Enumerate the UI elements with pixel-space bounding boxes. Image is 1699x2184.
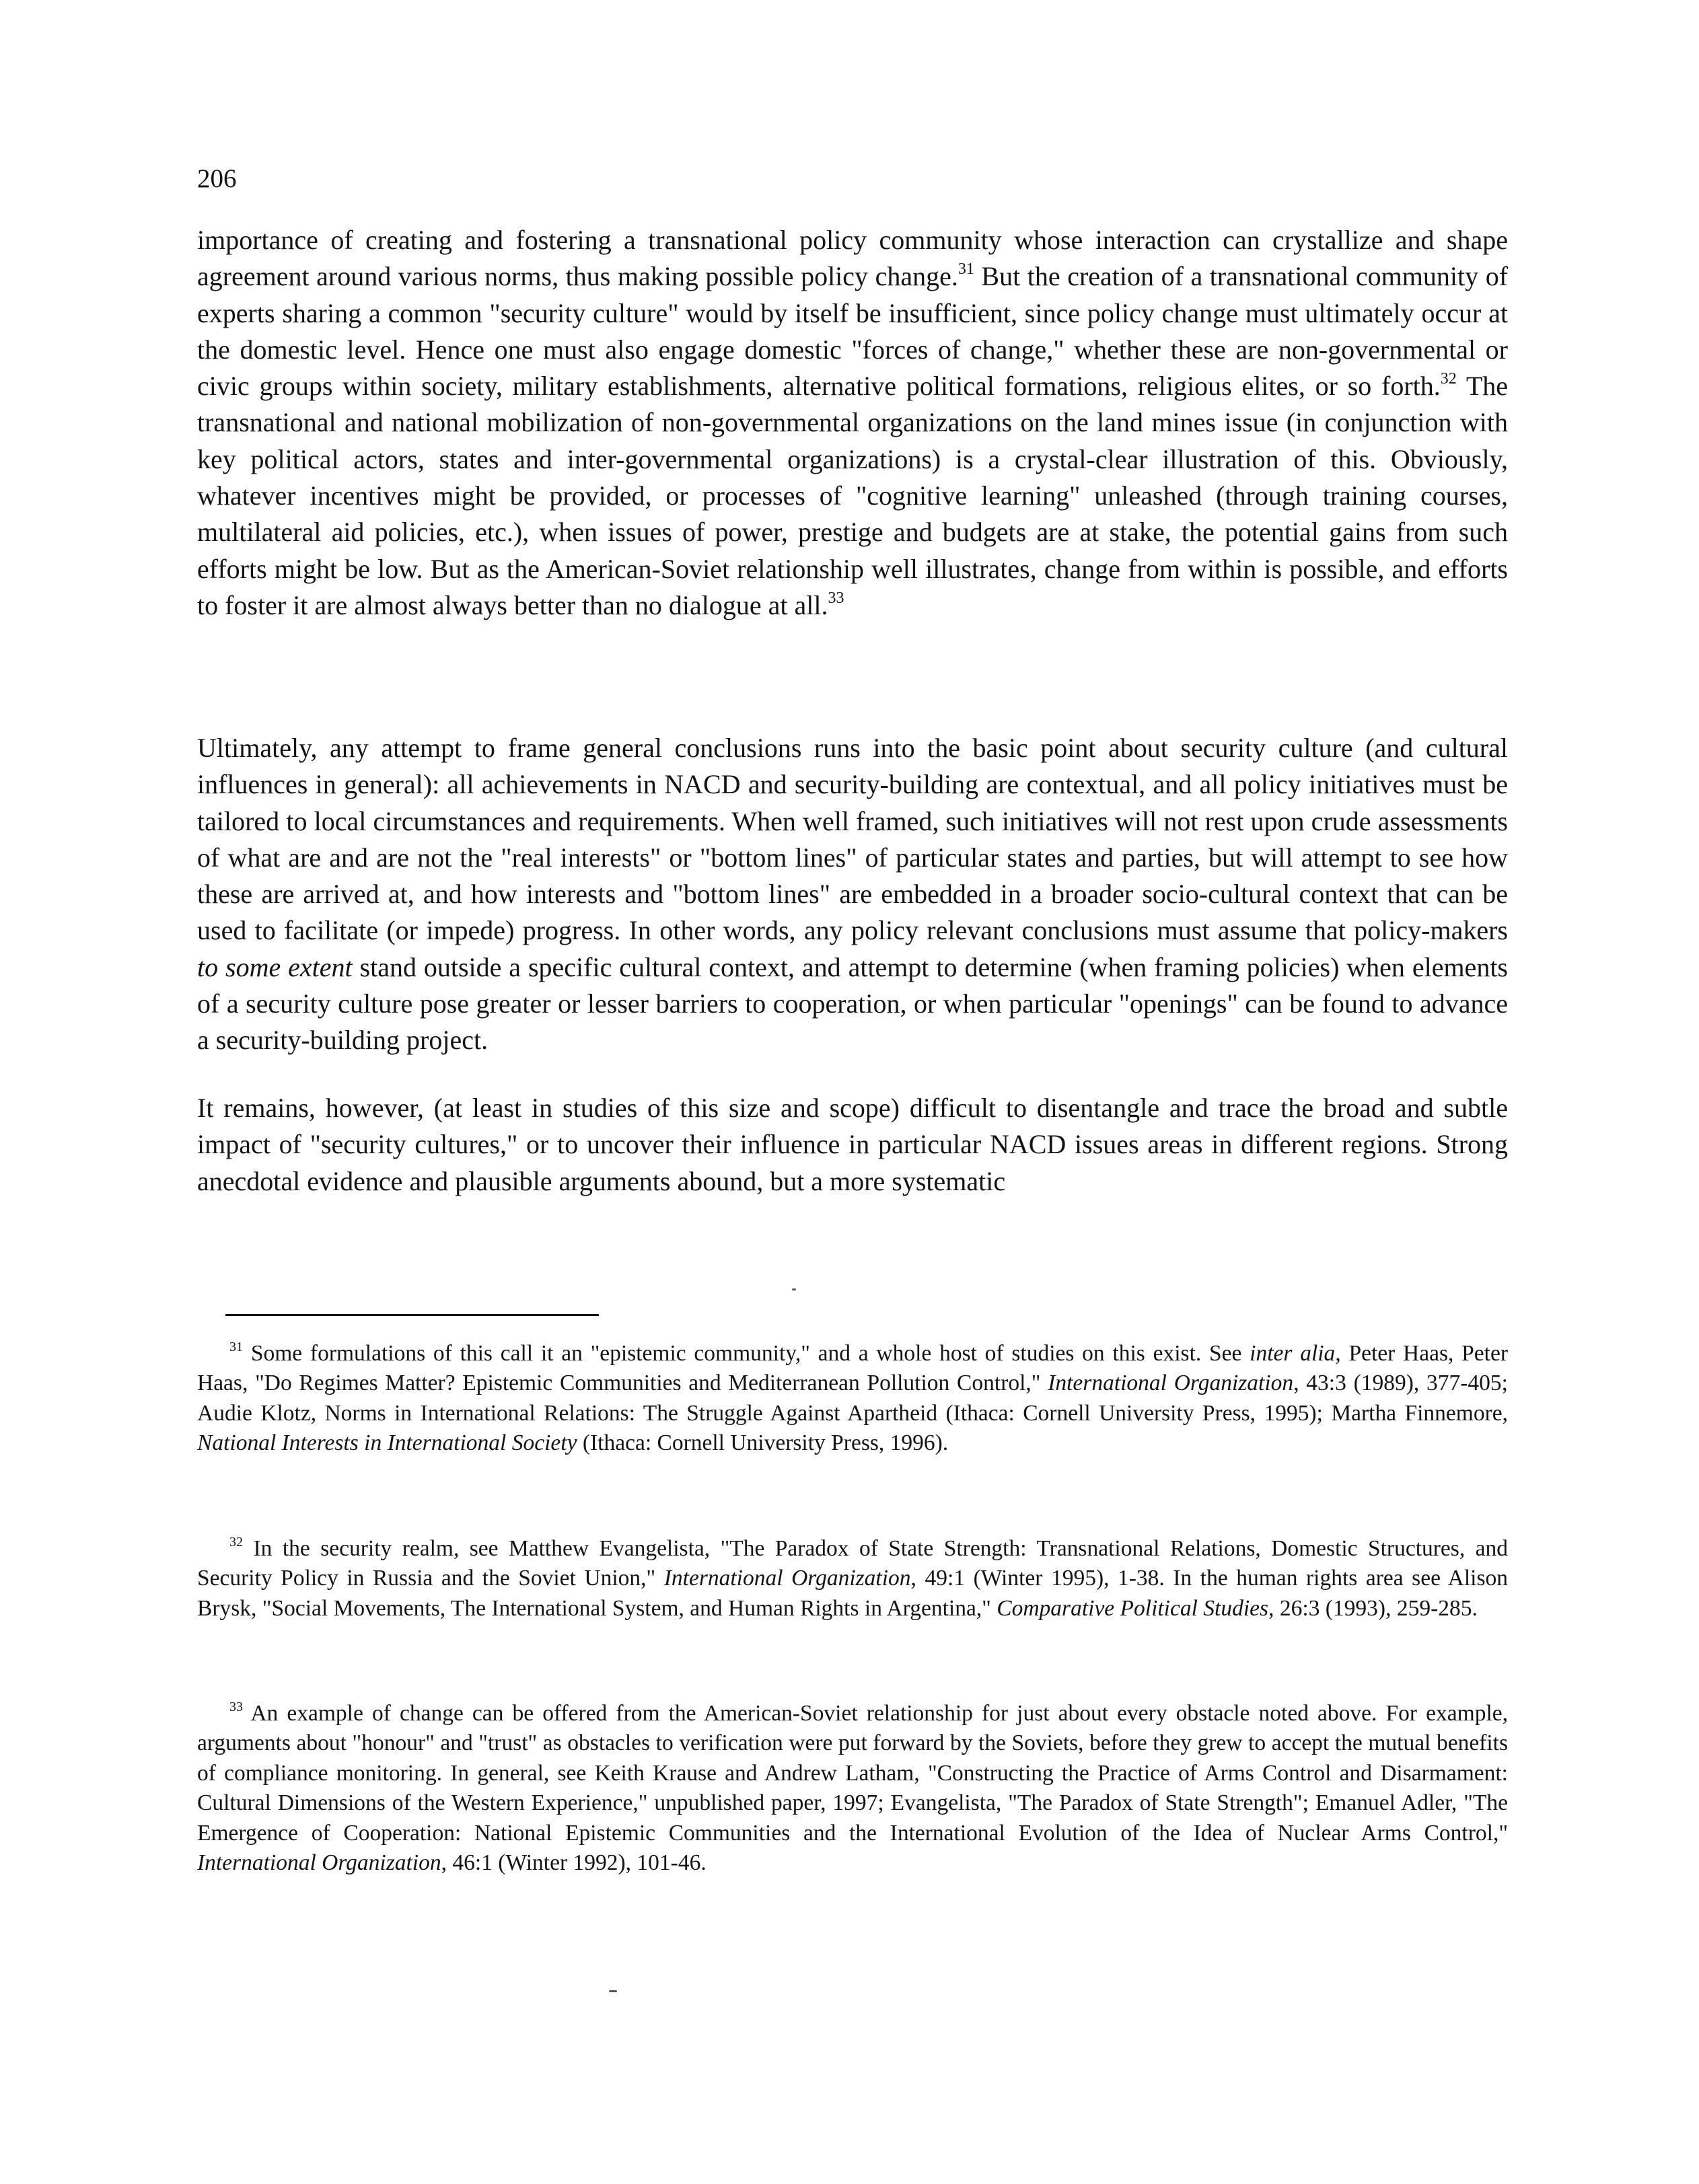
footnote-marker: 31 bbox=[957, 260, 974, 279]
text-run: An example of change can be offered from the American-Soviet relationship for just about every obstacle noted above. For example, arguments about "honour" and "trust" as obstacles to verification were put forward by the Soviets, before they grew to accept the mutual benefits of compliance monitoring. In general, see Keith Krause and Andrew Latham, "Constructing the Practice of Arms Control and Disarmament: Cultural Dimensions of the Western Experience," unpublished paper, 1997; Evangelista, "The Paradox of State Strength"; Emanuel Adler, "The Emergence of Cooperation: National Epistemic Communities and the International Evolution of the Idea of Nuclear Arms Control," bbox=[197, 1701, 1508, 1846]
text-run: importance of creating and fostering a transnational policy community whose interaction can crystallize and shape agreement around various norms, thus making possible policy change. bbox=[197, 225, 1508, 292]
italic-text: International Organization bbox=[197, 1850, 441, 1876]
italic-text: International Organization bbox=[663, 1566, 911, 1591]
body-paragraph bbox=[197, 222, 1508, 624]
italic-text: Comparative Political Studies bbox=[997, 1595, 1269, 1621]
body-paragraph bbox=[197, 1090, 1508, 1200]
scan-speck bbox=[609, 1990, 617, 1992]
footnote-marker: 33 bbox=[828, 589, 844, 608]
footnote-33 bbox=[197, 1699, 1508, 1878]
footnote-marker: 33 bbox=[229, 1699, 244, 1714]
italic-text: International Organization bbox=[1048, 1371, 1294, 1396]
footnote-marker: 32 bbox=[229, 1534, 244, 1550]
footnote-lead-indent bbox=[197, 1701, 243, 1726]
text-run: , 46:1 (Winter 1992), 101-46. bbox=[441, 1850, 707, 1876]
footnote-31 bbox=[197, 1339, 1508, 1459]
text-run: Ultimately, any attempt to frame general conclusions runs into the basic point about security culture (and cultural influences in general): all achievements in NACD and security-building are contextual, and all policy initiatives must be tailored to local circumstances and requirements. When well framed, such initiatives will not rest upon crude assessments of what are and are not the "real interests" or "bottom lines" of particular states and parties, but will attempt to see how these are arrived at, and how interests and "bottom lines" are embedded in a broader socio-cultural context that can be used to facilitate (or impede) progress. In other words, any policy relevant conclusions must assume that policy-makers bbox=[197, 733, 1508, 946]
footnote-marker: 31 bbox=[229, 1339, 244, 1354]
footnote-lead-indent bbox=[197, 1341, 243, 1366]
footnote-32 bbox=[197, 1534, 1508, 1624]
text-run: The transnational and national mobilization of non-governmental organizations on the land mines issue (in conjunction with key political actors, states and inter-governmental organizations) is a crystal-clear illustration of this. Obviously, whatever incentives might be provided, or processes of "cognitive learning" unleashed (through training courses, multilateral aid policies, etc.), when issues of power, prestige and budgets are at stake, the potential gains from such efforts might be low. But as the American-Soviet relationship well illustrates, change from within is possible, and efforts to foster it are almost always better than no dialogue at all. bbox=[197, 371, 1509, 620]
body-paragraph bbox=[197, 730, 1508, 1059]
text-run: Some formulations of this call it an "epistemic community," and a whole host of studies on this exist. See bbox=[243, 1341, 1250, 1366]
scan-speck bbox=[792, 1288, 796, 1290]
footnote-separator-rule bbox=[225, 1314, 599, 1316]
text-run: But the creation of a transnational community of experts sharing a common "security culture" would by itself be insufficient, since policy change must ultimately occur at the domestic level. Hence one must also engage domestic "forces of change," whether these are non-governmental or civic groups within society, military establishments, alternative political formations, religious elites, or so forth. bbox=[197, 261, 1509, 402]
text-run: In the security realm, see Matthew Evangelista, "The Paradox of State Strength: Transnational Relations, Domestic Structures, and Security Policy in Russia and the Soviet Union," bbox=[197, 1536, 1508, 1591]
text-run: stand outside a specific cultural context, and attempt to determine (when framing policies) when elements of a security culture pose greater or lesser barriers to cooperation, or when particular "openings" can be found to advance a security-building project. bbox=[197, 951, 1508, 1056]
text-run: (Ithaca: Cornell University Press, 1996). bbox=[577, 1430, 949, 1456]
page-number: 206 bbox=[197, 164, 237, 193]
text-run: , 43:3 (1989), 377-405; Audie Klotz, Norms in International Relations: The Struggle Against Apartheid (Ithaca: Cornell University Press, 1995); Martha Finnemore, bbox=[197, 1371, 1508, 1426]
italic-text: National Interests in International Society bbox=[197, 1430, 577, 1456]
italic-text: to some extent bbox=[197, 951, 353, 982]
footnote-marker: 32 bbox=[1440, 370, 1457, 388]
text-run: , Peter Haas, Peter Haas, "Do Regimes Matter? Epistemic Communities and Mediterranean Pollution Control," bbox=[197, 1341, 1508, 1396]
text-run: , 26:3 (1993), 259-285. bbox=[1268, 1595, 1478, 1621]
italic-text: inter alia bbox=[1250, 1341, 1336, 1366]
text-run: , 49:1 (Winter 1995), 1-38. In the human rights area see Alison Brysk, "Social Movements, The International System, and Human Rights in Argentina," bbox=[197, 1566, 1508, 1621]
footnote-lead-indent bbox=[197, 1536, 243, 1561]
text-run: It remains, however, (at least in studies of this size and scope) difficult to disentangle and trace the broad and subtle impact of "security cultures," or to uncover their influence in particular NACD issues areas in different regions. Strong anecdotal evidence and plausible arguments abound, but a more systematic bbox=[197, 1093, 1508, 1196]
